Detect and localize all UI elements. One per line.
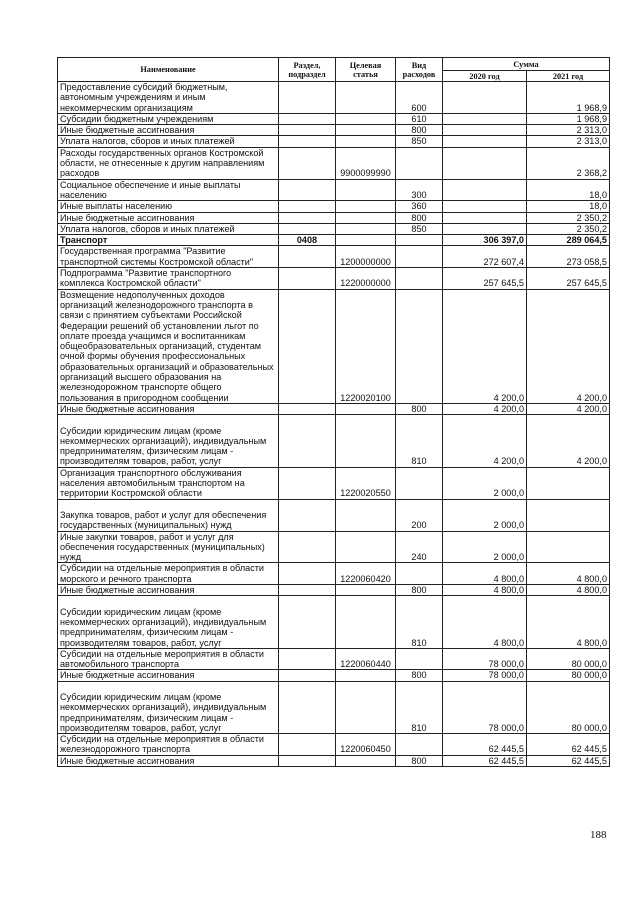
row-vid bbox=[396, 268, 443, 290]
row-target bbox=[336, 223, 396, 234]
row-razdel bbox=[279, 268, 336, 290]
row-sum-2021: 18,0 bbox=[527, 201, 610, 212]
header-summa: Сумма bbox=[443, 58, 610, 71]
row-vid: 850 bbox=[396, 223, 443, 234]
row-vid: 800 bbox=[396, 585, 443, 596]
row-name: Субсидии юридическим лицам (кроме некоммерческих организаций), индивидуальным предпринимателям, физическим лицам - производителям товаров, работ, услуг bbox=[58, 681, 279, 734]
row-name: Иные бюджетные ассигнования bbox=[58, 125, 279, 136]
row-sum-2020: 257 645,5 bbox=[443, 268, 527, 290]
table-row bbox=[58, 415, 610, 468]
row-vid bbox=[396, 563, 443, 585]
row-vid bbox=[396, 246, 443, 268]
row-name: Субсидии на отдельные мероприятия в области железнодорожного транспорта bbox=[58, 734, 279, 756]
row-target bbox=[336, 403, 396, 414]
row-target bbox=[336, 82, 396, 114]
row-vid: 800 bbox=[396, 403, 443, 414]
row-target: 1220060420 bbox=[336, 563, 396, 585]
row-razdel bbox=[279, 755, 336, 766]
table-row bbox=[58, 268, 610, 290]
row-razdel bbox=[279, 212, 336, 223]
row-sum-2020: 4 800,0 bbox=[443, 596, 527, 649]
row-target bbox=[336, 755, 396, 766]
row-razdel bbox=[279, 179, 336, 201]
row-target: 1200000000 bbox=[336, 246, 396, 268]
table-row bbox=[58, 289, 610, 403]
table-row bbox=[58, 212, 610, 223]
row-target: 1220020550 bbox=[336, 467, 396, 499]
row-target bbox=[336, 136, 396, 147]
row-vid bbox=[396, 734, 443, 756]
row-name: Иные бюджетные ассигнования bbox=[58, 585, 279, 596]
table-body bbox=[58, 82, 610, 767]
row-sum-2020: 272 607,4 bbox=[443, 246, 527, 268]
table-row bbox=[58, 201, 610, 212]
row-vid: 810 bbox=[396, 596, 443, 649]
table-header bbox=[58, 58, 610, 82]
row-name: Транспорт bbox=[58, 235, 279, 246]
row-target bbox=[336, 681, 396, 734]
row-sum-2021: 1 968,9 bbox=[527, 82, 610, 114]
table-row bbox=[58, 179, 610, 201]
header-target: Целевая статья bbox=[336, 58, 396, 82]
row-sum-2020: 62 445,5 bbox=[443, 755, 527, 766]
table-row bbox=[58, 125, 610, 136]
row-sum-2020 bbox=[443, 136, 527, 147]
page-number: 188 bbox=[590, 829, 607, 841]
row-razdel bbox=[279, 648, 336, 670]
row-name: Субсидии на отдельные мероприятия в области морского и речного транспорта bbox=[58, 563, 279, 585]
row-name: Организация транспортного обслуживания населения автомобильным транспортом на территории Костромской области bbox=[58, 467, 279, 499]
row-vid: 300 bbox=[396, 179, 443, 201]
row-target bbox=[336, 670, 396, 681]
row-sum-2021: 2 350,2 bbox=[527, 212, 610, 223]
row-name: Субсидии бюджетным учреждениям bbox=[58, 113, 279, 124]
header-name: Наименование bbox=[58, 58, 279, 82]
row-sum-2021: 62 445,5 bbox=[527, 734, 610, 756]
row-target bbox=[336, 235, 396, 246]
row-sum-2020: 306 397,0 bbox=[443, 235, 527, 246]
row-sum-2020 bbox=[443, 113, 527, 124]
table-row bbox=[58, 246, 610, 268]
table-row bbox=[58, 670, 610, 681]
table-row bbox=[58, 113, 610, 124]
row-name: Подпрограмма "Развитие транспортного комплекса Костромской области" bbox=[58, 268, 279, 290]
header-razdel: Раздел, подраздел bbox=[279, 58, 336, 82]
table-row bbox=[58, 648, 610, 670]
row-sum-2021: 18,0 bbox=[527, 179, 610, 201]
table-row bbox=[58, 563, 610, 585]
row-sum-2021: 80 000,0 bbox=[527, 648, 610, 670]
row-target bbox=[336, 212, 396, 223]
table-row bbox=[58, 531, 610, 563]
row-target: 9900099990 bbox=[336, 147, 396, 179]
row-sum-2021: 4 800,0 bbox=[527, 585, 610, 596]
budget-table bbox=[57, 57, 610, 767]
row-sum-2020 bbox=[443, 223, 527, 234]
row-sum-2021: 289 064,5 bbox=[527, 235, 610, 246]
row-vid: 800 bbox=[396, 755, 443, 766]
row-sum-2021: 2 368,2 bbox=[527, 147, 610, 179]
row-razdel: 0408 bbox=[279, 235, 336, 246]
table-row bbox=[58, 235, 610, 246]
row-sum-2021: 273 058,5 bbox=[527, 246, 610, 268]
row-target bbox=[336, 585, 396, 596]
table-row bbox=[58, 147, 610, 179]
row-sum-2020: 2 000,0 bbox=[443, 531, 527, 563]
row-name: Государственная программа "Развитие транспортной системы Костромской области" bbox=[58, 246, 279, 268]
row-sum-2020: 4 200,0 bbox=[443, 415, 527, 468]
row-vid: 240 bbox=[396, 531, 443, 563]
table-row bbox=[58, 467, 610, 499]
row-sum-2021: 4 200,0 bbox=[527, 289, 610, 403]
row-vid bbox=[396, 235, 443, 246]
row-sum-2021: 2 313,0 bbox=[527, 136, 610, 147]
row-vid bbox=[396, 648, 443, 670]
row-vid: 610 bbox=[396, 113, 443, 124]
row-name: Иные бюджетные ассигнования bbox=[58, 670, 279, 681]
table-row bbox=[58, 734, 610, 756]
row-name: Иные бюджетные ассигнования bbox=[58, 212, 279, 223]
row-sum-2020 bbox=[443, 212, 527, 223]
row-target bbox=[336, 596, 396, 649]
row-sum-2020 bbox=[443, 147, 527, 179]
row-vid: 850 bbox=[396, 136, 443, 147]
row-sum-2020: 78 000,0 bbox=[443, 681, 527, 734]
row-target: 1220060450 bbox=[336, 734, 396, 756]
row-razdel bbox=[279, 136, 336, 147]
row-sum-2021: 4 800,0 bbox=[527, 563, 610, 585]
row-vid bbox=[396, 467, 443, 499]
row-vid bbox=[396, 147, 443, 179]
row-razdel bbox=[279, 201, 336, 212]
row-sum-2020 bbox=[443, 179, 527, 201]
row-sum-2021: 257 645,5 bbox=[527, 268, 610, 290]
row-razdel bbox=[279, 113, 336, 124]
table-row bbox=[58, 596, 610, 649]
row-vid: 360 bbox=[396, 201, 443, 212]
row-vid bbox=[396, 289, 443, 403]
row-sum-2020: 4 800,0 bbox=[443, 585, 527, 596]
row-razdel bbox=[279, 531, 336, 563]
row-razdel bbox=[279, 415, 336, 468]
row-sum-2021 bbox=[527, 467, 610, 499]
row-name: Иные бюджетные ассигнования bbox=[58, 755, 279, 766]
row-name: Субсидии на отдельные мероприятия в области автомобильного транспорта bbox=[58, 648, 279, 670]
table-row bbox=[58, 223, 610, 234]
row-target bbox=[336, 201, 396, 212]
row-target bbox=[336, 415, 396, 468]
row-sum-2020: 4 200,0 bbox=[443, 289, 527, 403]
row-sum-2020 bbox=[443, 125, 527, 136]
row-sum-2020: 78 000,0 bbox=[443, 670, 527, 681]
header-vid: Вид расходов bbox=[396, 58, 443, 82]
row-name: Уплата налогов, сборов и иных платежей bbox=[58, 223, 279, 234]
row-name: Закупка товаров, работ и услуг для обеспечения государственных (муниципальных) нужд bbox=[58, 499, 279, 531]
row-razdel bbox=[279, 670, 336, 681]
row-sum-2021: 62 445,5 bbox=[527, 755, 610, 766]
table-row bbox=[58, 499, 610, 531]
row-sum-2021: 4 800,0 bbox=[527, 596, 610, 649]
row-razdel bbox=[279, 125, 336, 136]
row-sum-2021: 1 968,9 bbox=[527, 113, 610, 124]
row-name: Социальное обеспечение и иные выплаты населению bbox=[58, 179, 279, 201]
table-row bbox=[58, 681, 610, 734]
row-target: 1220000000 bbox=[336, 268, 396, 290]
row-sum-2021: 80 000,0 bbox=[527, 670, 610, 681]
row-sum-2020: 2 000,0 bbox=[443, 499, 527, 531]
row-sum-2020: 2 000,0 bbox=[443, 467, 527, 499]
table-row bbox=[58, 82, 610, 114]
row-razdel bbox=[279, 467, 336, 499]
row-sum-2021: 2 350,2 bbox=[527, 223, 610, 234]
row-razdel bbox=[279, 289, 336, 403]
row-razdel bbox=[279, 499, 336, 531]
row-sum-2020 bbox=[443, 201, 527, 212]
row-target: 1220020100 bbox=[336, 289, 396, 403]
row-sum-2020: 62 445,5 bbox=[443, 734, 527, 756]
row-sum-2020: 4 800,0 bbox=[443, 563, 527, 585]
row-razdel bbox=[279, 585, 336, 596]
row-razdel bbox=[279, 246, 336, 268]
row-sum-2021: 4 200,0 bbox=[527, 415, 610, 468]
row-vid: 810 bbox=[396, 415, 443, 468]
row-razdel bbox=[279, 596, 336, 649]
row-vid: 810 bbox=[396, 681, 443, 734]
row-razdel bbox=[279, 82, 336, 114]
row-vid: 800 bbox=[396, 670, 443, 681]
row-name: Субсидии юридическим лицам (кроме некоммерческих организаций), индивидуальным предпринимателям, физическим лицам - производителям товаров, работ, услуг bbox=[58, 415, 279, 468]
header-year-2020: 2020 год bbox=[443, 71, 527, 82]
row-razdel bbox=[279, 734, 336, 756]
row-target bbox=[336, 125, 396, 136]
row-razdel bbox=[279, 681, 336, 734]
row-vid: 200 bbox=[396, 499, 443, 531]
row-razdel bbox=[279, 147, 336, 179]
row-vid: 600 bbox=[396, 82, 443, 114]
row-sum-2021: 2 313,0 bbox=[527, 125, 610, 136]
row-name: Субсидии юридическим лицам (кроме некоммерческих организаций), индивидуальным предпринимателям, физическим лицам - производителям товаров, работ, услуг bbox=[58, 596, 279, 649]
row-name: Иные выплаты населению bbox=[58, 201, 279, 212]
row-name: Возмещение недополученных доходов организаций железнодорожного транспорта в связи с принятием субъектами Российской Федерации решений об установлении льгот по оплате проезда учащимся и воспитанникам общеобразовательных организаций, студентам очной формы обучения профессиональных образовательных организаций и образовательных организаций высшего образования на железнодорожном транспорте общего пользования в пригородном сообщении bbox=[58, 289, 279, 403]
table-row bbox=[58, 403, 610, 414]
row-vid: 800 bbox=[396, 212, 443, 223]
row-target bbox=[336, 113, 396, 124]
row-name: Предоставление субсидий бюджетным, автономным учреждениям и иным некоммерческим организациям bbox=[58, 82, 279, 114]
row-target: 1220060440 bbox=[336, 648, 396, 670]
row-sum-2021 bbox=[527, 531, 610, 563]
row-name: Иные закупки товаров, работ и услуг для обеспечения государственных (муниципальных) нужд bbox=[58, 531, 279, 563]
header-year-2021: 2021 год bbox=[527, 71, 610, 82]
row-sum-2020 bbox=[443, 82, 527, 114]
row-razdel bbox=[279, 563, 336, 585]
table-row bbox=[58, 755, 610, 766]
row-name: Расходы государственных органов Костромской области, не отнесенные к другим направлениям расходов bbox=[58, 147, 279, 179]
row-sum-2021: 4 200,0 bbox=[527, 403, 610, 414]
row-razdel bbox=[279, 223, 336, 234]
table-row bbox=[58, 136, 610, 147]
row-vid: 800 bbox=[396, 125, 443, 136]
row-sum-2020: 78 000,0 bbox=[443, 648, 527, 670]
row-sum-2021: 80 000,0 bbox=[527, 681, 610, 734]
row-target bbox=[336, 531, 396, 563]
row-sum-2020: 4 200,0 bbox=[443, 403, 527, 414]
row-name: Уплата налогов, сборов и иных платежей bbox=[58, 136, 279, 147]
row-target bbox=[336, 179, 396, 201]
row-sum-2021 bbox=[527, 499, 610, 531]
row-razdel bbox=[279, 403, 336, 414]
table-row bbox=[58, 585, 610, 596]
row-target bbox=[336, 499, 396, 531]
row-name: Иные бюджетные ассигнования bbox=[58, 403, 279, 414]
